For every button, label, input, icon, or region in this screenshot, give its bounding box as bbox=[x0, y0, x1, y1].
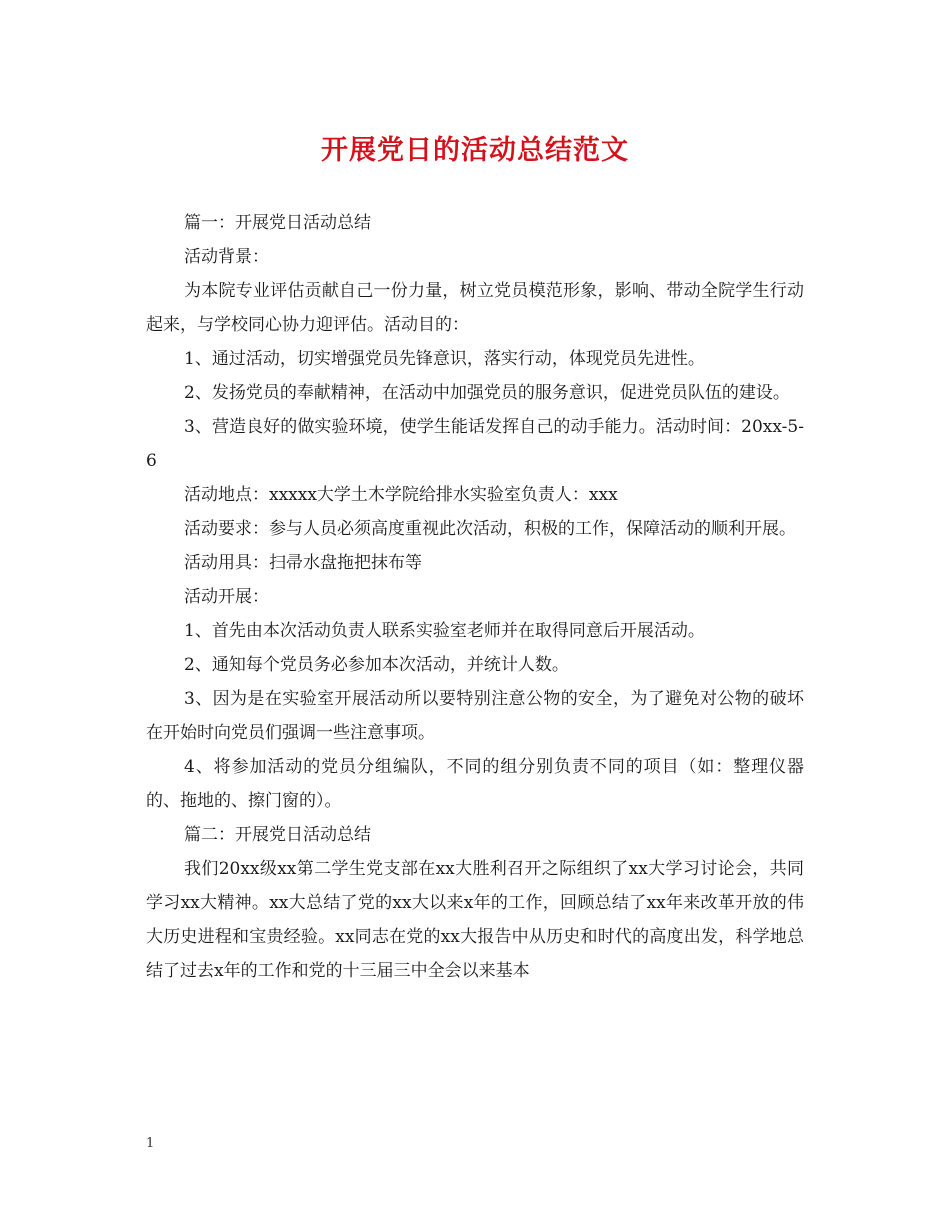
paragraph: 3、因为是在实验室开展活动所以要特别注意公物的安全，为了避免对公物的破坏在开始时向党员们强调一些注意事项。 bbox=[146, 689, 804, 743]
paragraph: 我们20xx级xx第二学生党支部在xx大胜利召开之际组织了xx大学习讨论会，共同学习xx大精神。xx大总结了党的xx大以来x年的工作，回顾总结了xx年来改革开放的伟大历史进程和宝贵经验。xx同志在党的xx大报告中从历史和时代的高度出发，科学地总结了过去x年的工作和党的十三届三中全会以来基本 bbox=[146, 859, 804, 981]
paragraph: 活动用具：扫帚水盘拖把抹布等 bbox=[184, 553, 422, 573]
paragraph: 活动要求：参与人员必须高度重视此次活动，积极的工作，保障活动的顺利开展。 bbox=[184, 519, 796, 539]
paragraph: 活动地点：xxxxx大学土木学院给排水实验室负责人：xxx bbox=[184, 485, 618, 505]
paragraph: 活动背景： bbox=[184, 247, 269, 267]
paragraph: 3、营造良好的做实验环境，使学生能话发挥自己的动手能力。活动时间：20xx-5-6 bbox=[146, 417, 804, 471]
paragraph: 2、发扬党员的奉献精神，在活动中加强党员的服务意识，促进党员队伍的建设。 bbox=[184, 383, 790, 403]
document-title: 开展党日的活动总结范文 bbox=[321, 135, 629, 166]
page-number: 1 bbox=[146, 1136, 155, 1151]
paragraph: 2、通知每个党员务必参加本次活动，并统计人数。 bbox=[184, 655, 569, 675]
paragraph: 为本院专业评估贡献自己一份力量，树立党员模范形象，影响、带动全院学生行动起来，与学校同心协力迎评估。活动目的： bbox=[146, 281, 804, 335]
paragraph: 4、将参加活动的党员分组编队，不同的组分别负责不同的项目（如：整理仪器的、拖地的、擦门窗的）。 bbox=[146, 757, 804, 811]
section-heading-1: 篇一：开展党日活动总结 bbox=[184, 213, 371, 233]
paragraph: 活动开展： bbox=[184, 587, 269, 607]
document-body bbox=[146, 206, 804, 988]
section-heading-2: 篇二：开展党日活动总结 bbox=[184, 825, 371, 845]
paragraph: 1、通过活动，切实增强党员先锋意识，落实行动，体现党员先进性。 bbox=[184, 349, 705, 369]
paragraph: 1、首先由本次活动负责人联系实验室老师并在取得同意后开展活动。 bbox=[184, 621, 705, 641]
